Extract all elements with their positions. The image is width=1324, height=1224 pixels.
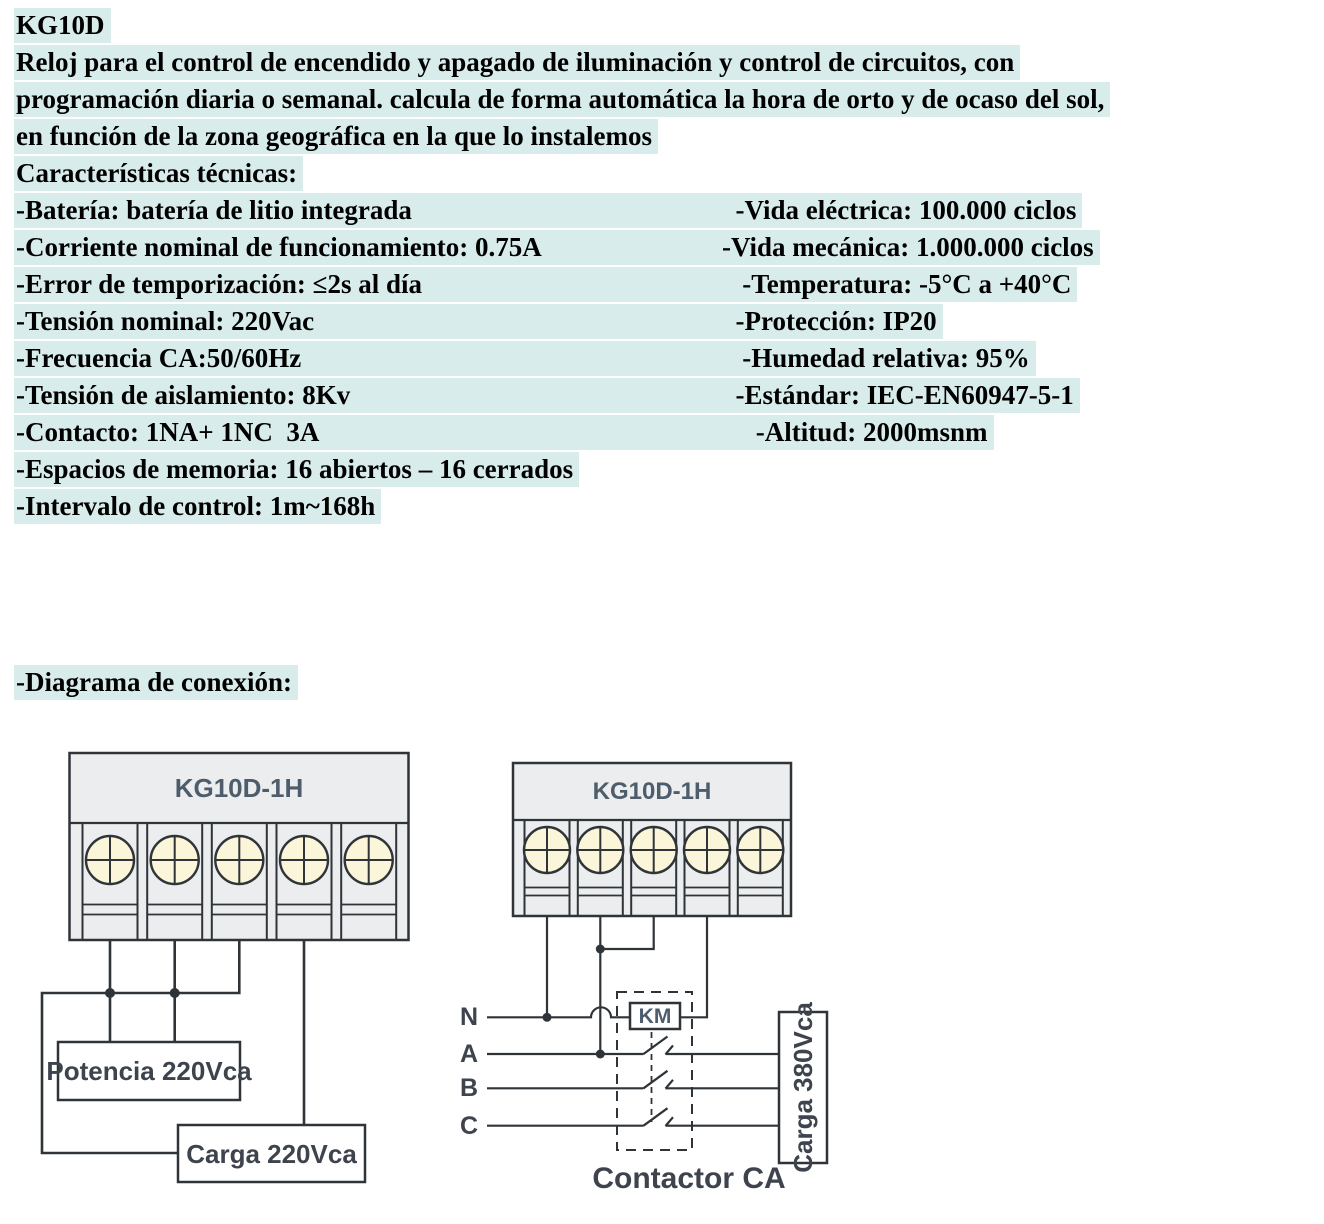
screw-terminal (577, 827, 623, 873)
screw-terminal (86, 836, 134, 884)
spec-left: -Error de temporización: ≤2s al día (16, 269, 423, 299)
screw-terminal (151, 836, 199, 884)
spec-right: -Protección: IP20 (722, 306, 937, 336)
diagram-heading-line (14, 664, 298, 701)
spec-row (14, 488, 1320, 525)
wire-terminal4 (680, 916, 707, 1017)
load-box-left (178, 1125, 365, 1182)
label-b: B (459, 1074, 478, 1102)
junction-dot (596, 1050, 605, 1059)
label-n: N (459, 1003, 478, 1031)
description-text-1: Reloj para el control de encendido y apagado de iluminación y control de circuitos, con (14, 45, 1020, 80)
spec-right: -Altitud: 2000msnm (722, 417, 988, 447)
switch-pole-a (644, 1037, 674, 1055)
junction-dot (596, 945, 605, 954)
phase-labels (460, 1003, 478, 1140)
power-box-label: Potencia 220Vca (46, 1056, 252, 1086)
spec-left: -Frecuencia CA:50/60Hz (16, 343, 302, 373)
screw-terminal (737, 827, 783, 873)
screw-terminal (684, 827, 730, 873)
terminal-block-right (513, 763, 791, 916)
description-line (14, 44, 1320, 81)
section-heading-line (14, 155, 1320, 192)
screw-terminal (345, 836, 393, 884)
spec-right: -Estándar: IEC-EN60947-5-1 (722, 380, 1074, 410)
junction-dot (105, 988, 115, 998)
spec-left: -Contacto: 1NA+ 1NC 3A (16, 417, 320, 447)
terminal-block-left (70, 753, 409, 940)
description-text-2: programación diaria o semanal. calcula de forma automática la hora de orto y de ocaso del sol, (14, 82, 1110, 117)
spec-left: -Batería: batería de litio integrada (16, 195, 412, 225)
section-heading: Características técnicas: (14, 156, 303, 191)
load-box-left-label: Carga 220Vca (186, 1139, 357, 1169)
spec-row (14, 303, 1320, 340)
screw-terminal (524, 827, 570, 873)
spec-right: -Vida mecánica: 1.000.000 ciclos (722, 232, 1094, 262)
diagram-heading: -Diagrama de conexión: (14, 665, 298, 700)
page-title: KG10D (14, 8, 111, 43)
description-line (14, 81, 1320, 118)
spec-left: -Tensión nominal: 220Vac (16, 306, 315, 336)
spec-left: -Tensión de aislamiento: 8Kv (16, 380, 351, 410)
junction-dot (170, 988, 180, 998)
contactor-caption: Contactor CA (592, 1162, 786, 1195)
title-line (14, 7, 1320, 44)
spec-row (14, 451, 1320, 488)
switch-pole-c (644, 1108, 674, 1126)
spec-row (14, 377, 1320, 414)
switch-pole-b (644, 1071, 674, 1089)
device-label: KG10D-1H (592, 778, 712, 805)
spec-row (14, 414, 1320, 451)
spec-right: -Temperatura: -5°C a +40°C (722, 269, 1072, 299)
device-label: KG10D-1H (174, 773, 304, 803)
spec-row (14, 192, 1320, 229)
spec-row (14, 266, 1320, 303)
load-box-right-label: Carga 380Vca (788, 1002, 818, 1173)
spec-left: -Corriente nominal de funcionamiento: 0.75A (16, 232, 542, 262)
load-box-right (779, 1002, 827, 1173)
label-c: C (459, 1112, 478, 1140)
spec-right: -Vida eléctrica: 100.000 ciclos (722, 195, 1077, 225)
junction-dot (543, 1013, 552, 1022)
label-a: A (459, 1040, 478, 1068)
wire-terminal3 (600, 916, 653, 949)
spec-right: -Humedad relativa: 95% (722, 343, 1030, 373)
neutral-line (487, 1007, 630, 1017)
spec-row (14, 340, 1320, 377)
coil-label: KM (638, 1005, 672, 1028)
power-box (46, 1042, 252, 1100)
screw-terminal (631, 827, 677, 873)
connection-diagram (0, 740, 1324, 1224)
description-line (14, 118, 1320, 155)
spec-row (14, 229, 1320, 266)
description-text-3: en función de la zona geográfica en la que lo instalemos (14, 119, 658, 154)
spec-sheet (14, 7, 1320, 525)
screw-terminal (280, 836, 328, 884)
screw-terminal (215, 836, 263, 884)
spec-left: -Espacios de memoria: 16 abiertos – 16 cerrados (16, 454, 574, 484)
spec-left: -Intervalo de control: 1m~168h (16, 491, 376, 521)
